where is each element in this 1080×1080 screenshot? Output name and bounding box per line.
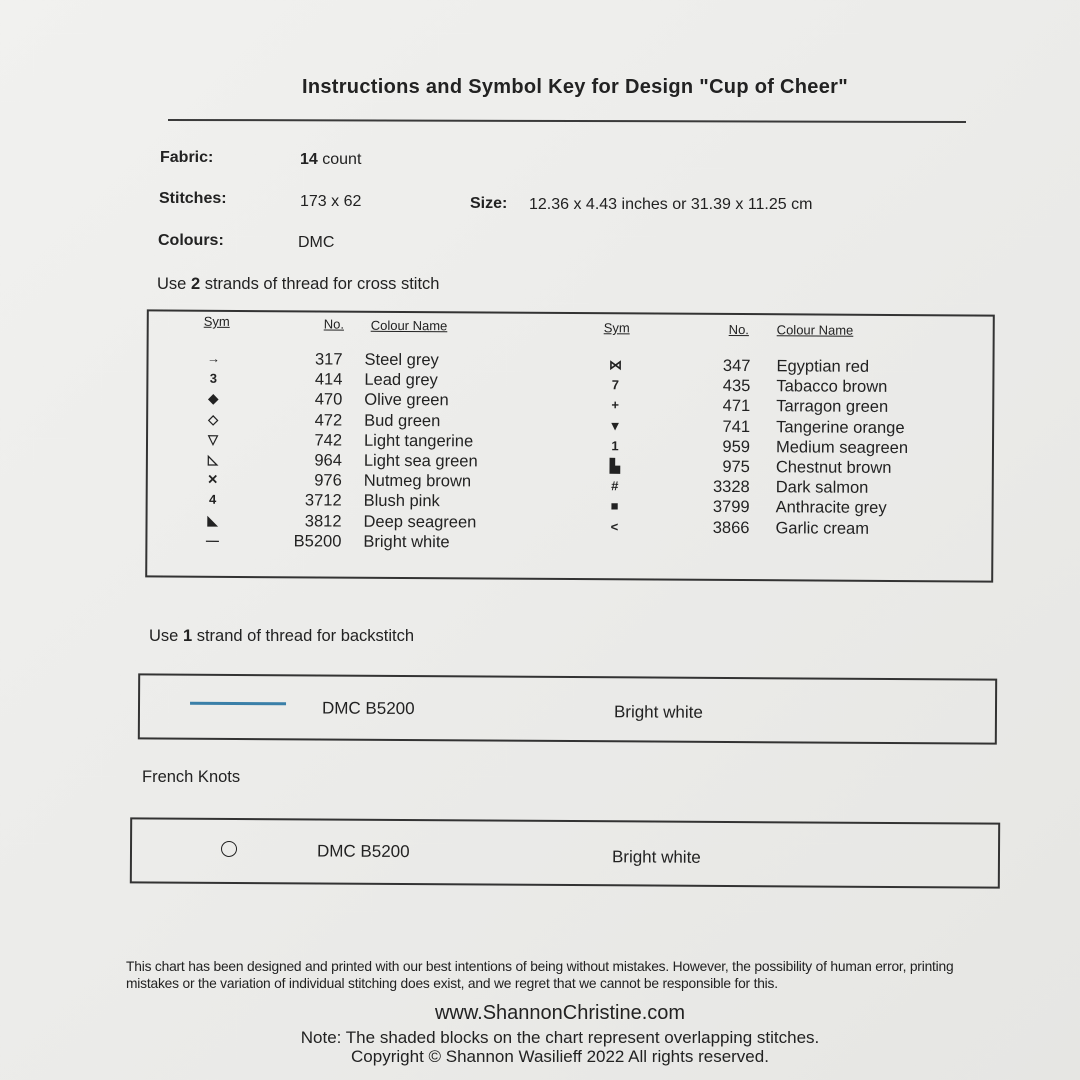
- colours-value: DMC: [298, 234, 335, 251]
- key-row: [148, 352, 870, 376]
- cross-stitch-note: [157, 275, 439, 294]
- colour-name: Tabacco brown: [776, 377, 888, 397]
- shaded-blocks-note: Note: The shaded blocks on the chart represent overlapping stitches.: [300, 1028, 820, 1047]
- size-label: Size:: [470, 195, 508, 212]
- colour-name: Tangerine orange: [776, 417, 905, 437]
- french-knot-table: [130, 817, 1000, 888]
- dmc-number: 347: [722, 356, 751, 376]
- colours-label: Colours:: [158, 232, 224, 249]
- symbol-glyph: 7: [611, 377, 620, 393]
- page-title: Instructions and Symbol Key for Design "Cup of Cheer": [301, 76, 849, 98]
- backstitch-note-post: strand of thread for backstitch: [192, 627, 415, 645]
- dmc-number: 742: [314, 431, 343, 450]
- dmc-number: 3328: [712, 478, 750, 497]
- header-no-right: No.: [728, 321, 749, 338]
- website-url: www.ShannonChristine.com: [434, 1002, 686, 1024]
- dmc-number: 470: [314, 390, 343, 409]
- colour-name: Bud green: [364, 411, 441, 430]
- symbol-glyph: 4: [208, 492, 217, 508]
- symbol-glyph: ▙: [609, 458, 620, 474]
- symbol-glyph: ⋈: [608, 357, 623, 373]
- backstitch-code: DMC B5200: [321, 698, 415, 719]
- colour-name: Steel grey: [364, 350, 439, 370]
- colour-name: Garlic cream: [775, 518, 870, 538]
- backstitch-strands: 1: [182, 627, 193, 645]
- symbol-glyph: +: [611, 397, 620, 413]
- header-sym-right: Sym: [603, 320, 630, 336]
- symbol-glyph: 3: [209, 370, 218, 387]
- colour-name: Deep seagreen: [363, 512, 477, 532]
- colour-name: Lead grey: [364, 370, 438, 390]
- fabric-count: 14: [300, 151, 318, 168]
- fabric-unit: count: [317, 151, 362, 168]
- size-value: 12.36 x 4.43 inches or 31.39 x 11.25 cm: [529, 196, 813, 213]
- french-knot-code: DMC B5200: [316, 841, 410, 862]
- key-row: [147, 514, 870, 538]
- dmc-number: 3812: [304, 511, 342, 531]
- symbol-glyph: ◣: [207, 512, 218, 528]
- symbol-glyph: ✕: [207, 471, 219, 488]
- cross-stitch-note-pre: Use: [157, 275, 191, 293]
- colour-name: Nutmeg brown: [363, 471, 472, 491]
- key-row: [148, 393, 889, 417]
- colour-name: Chestnut brown: [775, 458, 892, 477]
- symbol-glyph: <: [610, 518, 619, 534]
- french-knots-label: French Knots: [142, 768, 241, 786]
- symbol-glyph: —: [205, 532, 219, 548]
- dmc-number: 471: [722, 397, 751, 416]
- header-name-right: Colour Name: [776, 322, 854, 338]
- key-row: [148, 413, 905, 437]
- dmc-number: 741: [722, 417, 751, 436]
- backstitch-note: [149, 627, 414, 646]
- fabric-value: [300, 151, 361, 169]
- colour-name: Blush pink: [363, 492, 440, 511]
- backstitch-table: [138, 673, 997, 744]
- symbol-glyph: ■: [610, 498, 619, 514]
- colour-name: Egyptian red: [776, 357, 870, 376]
- symbol-glyph: →: [206, 350, 221, 366]
- symbol-glyph: ◇: [208, 411, 219, 427]
- dmc-number: 975: [722, 457, 750, 477]
- french-knot-name: Bright white: [611, 847, 701, 867]
- dmc-number: 317: [314, 350, 343, 369]
- header-sym-left: Sym: [203, 313, 230, 329]
- colour-name: Dark salmon: [775, 478, 869, 498]
- colour-name: Tarragon green: [776, 397, 889, 417]
- dmc-number: 3712: [304, 491, 342, 510]
- key-row: [148, 453, 892, 477]
- dmc-number: 435: [722, 377, 751, 396]
- colour-name: Light tangerine: [363, 431, 474, 451]
- colour-name: Anthracite grey: [775, 498, 887, 518]
- header-no-left: No.: [323, 316, 345, 332]
- symbol-glyph: ▽: [207, 431, 219, 447]
- dmc-number: 976: [314, 471, 342, 490]
- colour-name: Medium seagreen: [775, 438, 909, 457]
- header-name-left: Colour Name: [370, 317, 448, 334]
- french-knot-circle-icon: [221, 841, 237, 857]
- cross-stitch-strands: 2: [190, 275, 201, 293]
- colour-name: Bright white: [363, 532, 450, 552]
- stitches-value: 173 x 62: [300, 193, 362, 210]
- dmc-number: B5200: [293, 532, 342, 551]
- dmc-number: 964: [314, 451, 342, 470]
- title-divider: [168, 119, 966, 123]
- backstitch-line-sample: [190, 702, 286, 706]
- symbol-glyph: ◆: [208, 391, 219, 407]
- key-row: [148, 494, 887, 518]
- dmc-number: 472: [314, 411, 343, 430]
- dmc-number: 3866: [712, 518, 750, 537]
- dmc-number: 959: [722, 437, 751, 456]
- symbol-glyph: #: [611, 478, 619, 494]
- dmc-number: 414: [314, 370, 343, 389]
- backstitch-note-pre: Use: [149, 627, 183, 645]
- disclaimer-text: This chart has been designed and printed with our best intentions of being without mistakes. However, the possibility of human error, printing mistakes or the variation of individual stitching does exist, and we regret that we cannot be responsible for this.: [126, 959, 954, 991]
- colour-name: Light sea green: [363, 451, 478, 471]
- cross-stitch-note-post: strands of thread for cross stitch: [200, 275, 440, 293]
- dmc-number: 3799: [712, 498, 750, 517]
- symbol-glyph: ◺: [207, 451, 218, 467]
- copyright-text: Copyright © Shannon Wasilieff 2022 All rights reserved.: [351, 1047, 769, 1066]
- key-row: [148, 474, 869, 498]
- key-row: [148, 433, 909, 457]
- stitches-label: Stitches:: [159, 190, 227, 207]
- symbol-glyph: 1: [611, 438, 619, 454]
- colour-name: Olive green: [364, 391, 449, 410]
- key-row: [148, 373, 888, 397]
- symbol-key-table: [145, 309, 995, 582]
- fabric-label: Fabric:: [160, 149, 214, 166]
- symbol-glyph: ▼: [608, 417, 622, 433]
- backstitch-name: Bright white: [613, 702, 703, 722]
